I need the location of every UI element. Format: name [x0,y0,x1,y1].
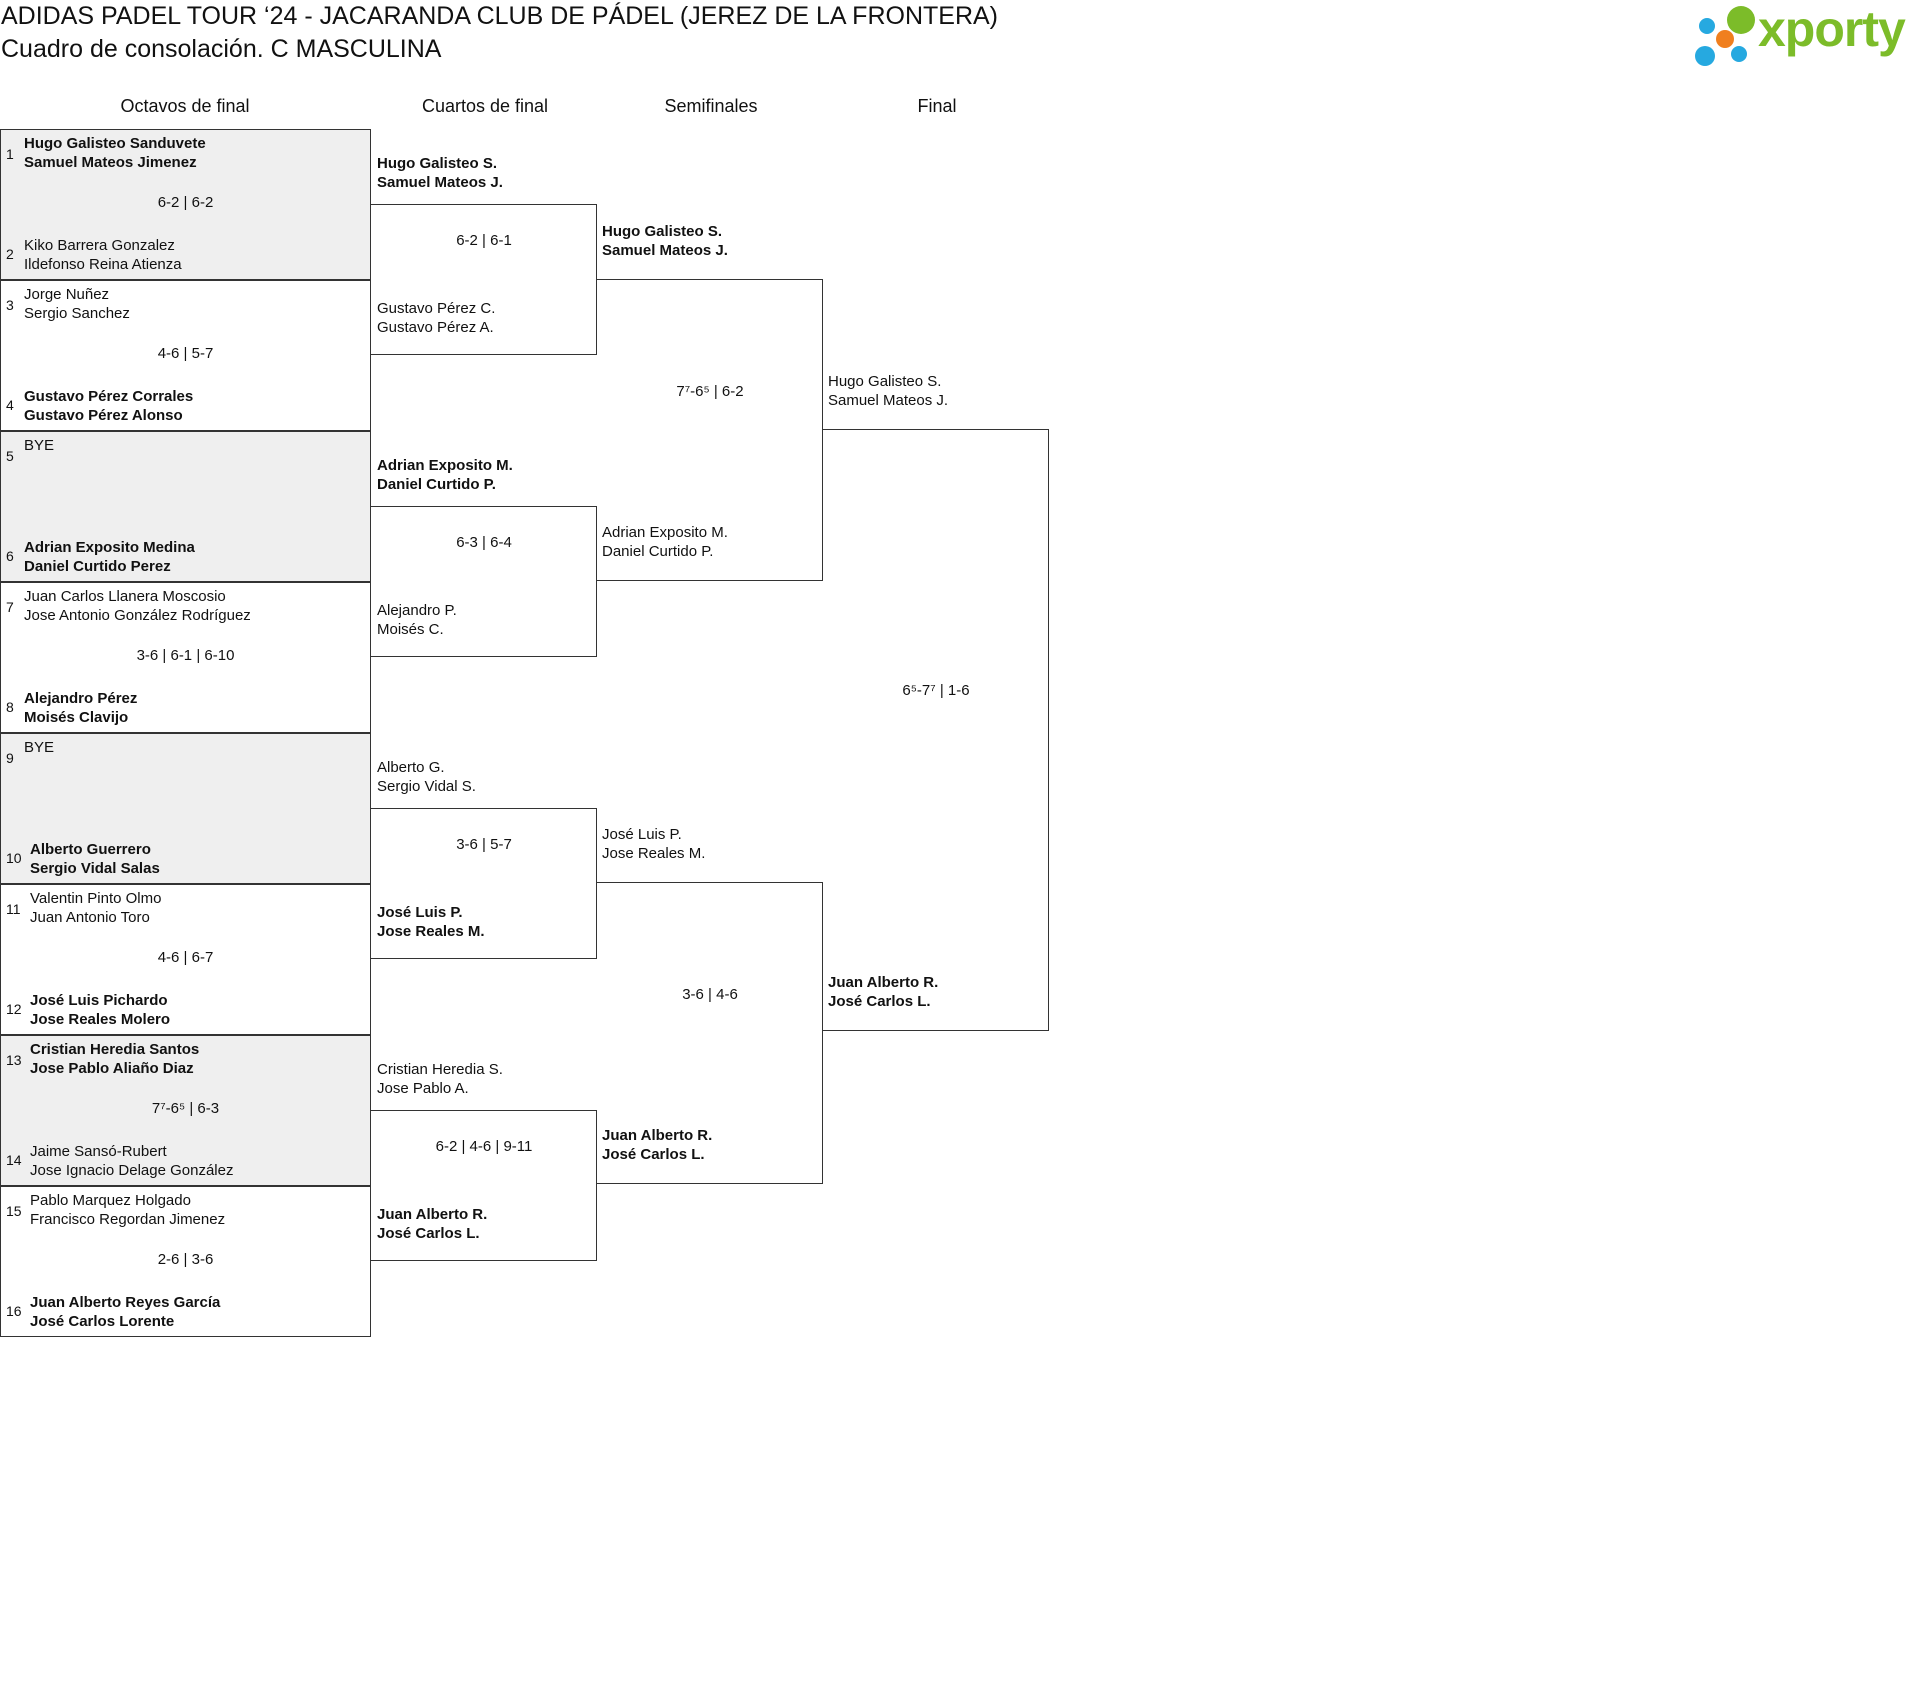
team-entry [828,372,948,410]
team-entry [377,903,485,941]
match-score: 6-2 | 6-1 [456,232,512,249]
player-2-name: Jose Ignacio Delage González [30,1162,234,1179]
seed-number: 7 [6,599,14,615]
player-2-name: José Carlos L. [377,1225,480,1242]
player-2-name: Samuel Mateos Jimenez [24,154,197,171]
player-1-name: Hugo Galisteo Sanduvete [24,135,206,152]
player-2-name: José Carlos Lorente [30,1313,175,1330]
team-entry [30,1142,233,1180]
team-entry [24,285,130,323]
team-entry [377,456,513,494]
player-2-name: Jose Antonio González Rodríguez [24,607,251,624]
player-2-name: Daniel Curtido Perez [24,558,171,575]
player-1-name: Adrian Exposito M. [377,457,513,474]
player-2-name: Daniel Curtido P. [602,543,714,560]
player-2-name: Ildefonso Reina Atienza [24,256,182,273]
player-1-name: Juan Alberto R. [377,1206,488,1223]
team-entry [377,1205,487,1243]
match-score: 7⁷-6⁵ | 6-2 [676,383,744,400]
seed-number: 15 [6,1203,22,1219]
team-entry [24,387,193,425]
match-score: 6-2 | 6-2 [157,194,214,211]
team-entry [24,436,54,455]
player-2-name: Sergio Sanchez [24,305,130,322]
player-2-name: Jose Reales M. [377,923,485,940]
match-score: 3-6 | 6-1 | 6-10 [136,647,235,664]
player-1-name: Cristian Heredia Santos [30,1041,200,1058]
team-entry [24,538,195,576]
player-1-name: José Luis P. [602,826,682,843]
xporty-logo [1695,1,1920,68]
match-score: 3-6 | 5-7 [456,836,512,853]
player-1-name: Alejandro Pérez [24,690,138,707]
player-2-name: Samuel Mateos J. [828,392,949,409]
player-1-name: BYE [24,739,55,756]
team-entry [377,758,476,796]
seed-number: 12 [6,1001,22,1017]
player-1-name: Valentin Pinto Olmo [30,890,162,907]
team-entry [24,134,206,172]
player-1-name: Hugo Galisteo S. [377,155,498,172]
seed-number: 5 [6,448,14,464]
page-title: ADIDAS PADEL TOUR ‘24 - JACARANDA CLUB DE PÁDEL (JEREZ DE LA FRONTERA) [1,2,998,30]
logo-dot-green [1727,6,1755,34]
player-1-name: Gustavo Pérez C. [377,300,496,317]
player-1-name: Pablo Marquez Holgado [30,1192,191,1209]
team-entry [24,689,137,727]
match-score: 6-2 | 4-6 | 9-11 [435,1138,533,1155]
player-1-name: Hugo Galisteo S. [828,373,942,390]
team-entry [24,738,54,757]
player-2-name: Moisés Clavijo [24,709,129,726]
player-2-name: Daniel Curtido P. [377,476,496,493]
match-score: 2-6 | 3-6 [157,1251,214,1268]
player-1-name: Jorge Nuñez [24,286,110,303]
player-1-name: Juan Alberto R. [828,974,939,991]
player-2-name: José Carlos L. [602,1146,705,1163]
seed-number: 10 [6,850,22,866]
player-1-name: Alberto Guerrero [30,841,151,858]
logo-text: xporty [1758,1,1905,57]
seed-number: 8 [6,699,14,715]
seed-number: 1 [6,146,14,162]
team-entry [30,991,170,1029]
player-2-name: Gustavo Pérez Alonso [24,407,183,424]
seed-number: 14 [6,1152,22,1168]
round-header-semifinales: Semifinales [664,96,758,116]
match-box [823,429,1049,1031]
player-1-name: Alberto G. [377,759,445,776]
player-1-name: Juan Alberto R. [602,1127,713,1144]
player-2-name: Juan Antonio Toro [30,909,150,926]
logo-dot-blue-right [1731,46,1747,62]
player-2-name: Jose Pablo A. [377,1080,469,1097]
logo-dot-blue [1695,46,1715,66]
match-score: 7⁷-6⁵ | 6-3 [151,1100,220,1117]
team-entry [602,1126,712,1164]
team-entry [24,587,251,625]
player-2-name: Jose Reales M. [602,845,706,862]
round-header-cuartos: Cuartos de final [421,96,549,116]
player-2-name: Samuel Mateos J. [377,174,503,191]
team-entry [30,1191,225,1229]
match-score: 4-6 | 5-7 [157,345,214,362]
player-2-name: Sergio Vidal S. [377,778,476,795]
player-1-name: Juan Alberto Reyes García [30,1294,221,1311]
player-1-name: José Luis P. [377,904,463,921]
match-score: 6-3 | 6-4 [456,534,512,551]
logo-dot-blue-small [1699,18,1715,34]
player-2-name: Francisco Regordan Jimenez [30,1211,226,1228]
player-1-name: Adrian Exposito Medina [24,539,195,556]
player-1-name: Gustavo Pérez Corrales [24,388,194,405]
player-2-name: Jose Pablo Aliaño Diaz [30,1060,194,1077]
player-2-name: Moisés C. [377,621,444,638]
player-1-name: Juan Carlos Llanera Moscosio [24,588,226,605]
team-entry [30,889,161,927]
player-1-name: Alejandro P. [377,602,457,619]
seed-number: 4 [6,397,14,413]
player-1-name: Jaime Sansó-Rubert [30,1143,167,1160]
match-score: 4-6 | 6-7 [157,949,214,966]
seed-number: 11 [6,901,21,917]
player-1-name: Cristian Heredia S. [377,1061,503,1078]
round-header-octavos: Octavos de final [120,96,250,116]
seed-number: 3 [6,297,14,313]
match-score: 3-6 | 4-6 [682,986,738,1003]
player-1-name: BYE [24,437,55,454]
team-entry [377,299,495,337]
round-header-final: Final [917,96,957,116]
team-entry [30,1040,199,1078]
player-1-name: Adrian Exposito M. [602,524,728,541]
team-entry [828,973,938,1011]
team-entry [602,222,728,260]
player-2-name: José Carlos L. [828,993,931,1010]
team-entry [30,840,160,878]
logo-dot-orange [1716,30,1734,48]
match-score: 6⁵-7⁷ | 1-6 [902,682,970,699]
player-1-name: Hugo Galisteo S. [602,223,723,240]
team-entry [602,523,728,561]
player-2-name: Jose Reales Molero [30,1011,171,1028]
seed-number: 13 [6,1052,22,1068]
player-2-name: Samuel Mateos J. [602,242,728,259]
seed-number: 9 [6,750,14,766]
team-entry [30,1293,220,1331]
seed-number: 2 [6,246,14,262]
team-entry [602,825,705,863]
page-subtitle: Cuadro de consolación. C MASCULINA [1,35,442,63]
team-entry [377,601,457,639]
seed-number: 6 [6,548,14,564]
seed-number: 16 [6,1303,22,1319]
player-1-name: Kiko Barrera Gonzalez [24,237,175,254]
team-entry [377,154,503,192]
player-2-name: Gustavo Pérez A. [377,319,494,336]
team-entry [24,236,182,274]
player-1-name: José Luis Pichardo [30,992,168,1009]
team-entry [377,1060,503,1098]
player-2-name: Sergio Vidal Salas [30,860,160,877]
